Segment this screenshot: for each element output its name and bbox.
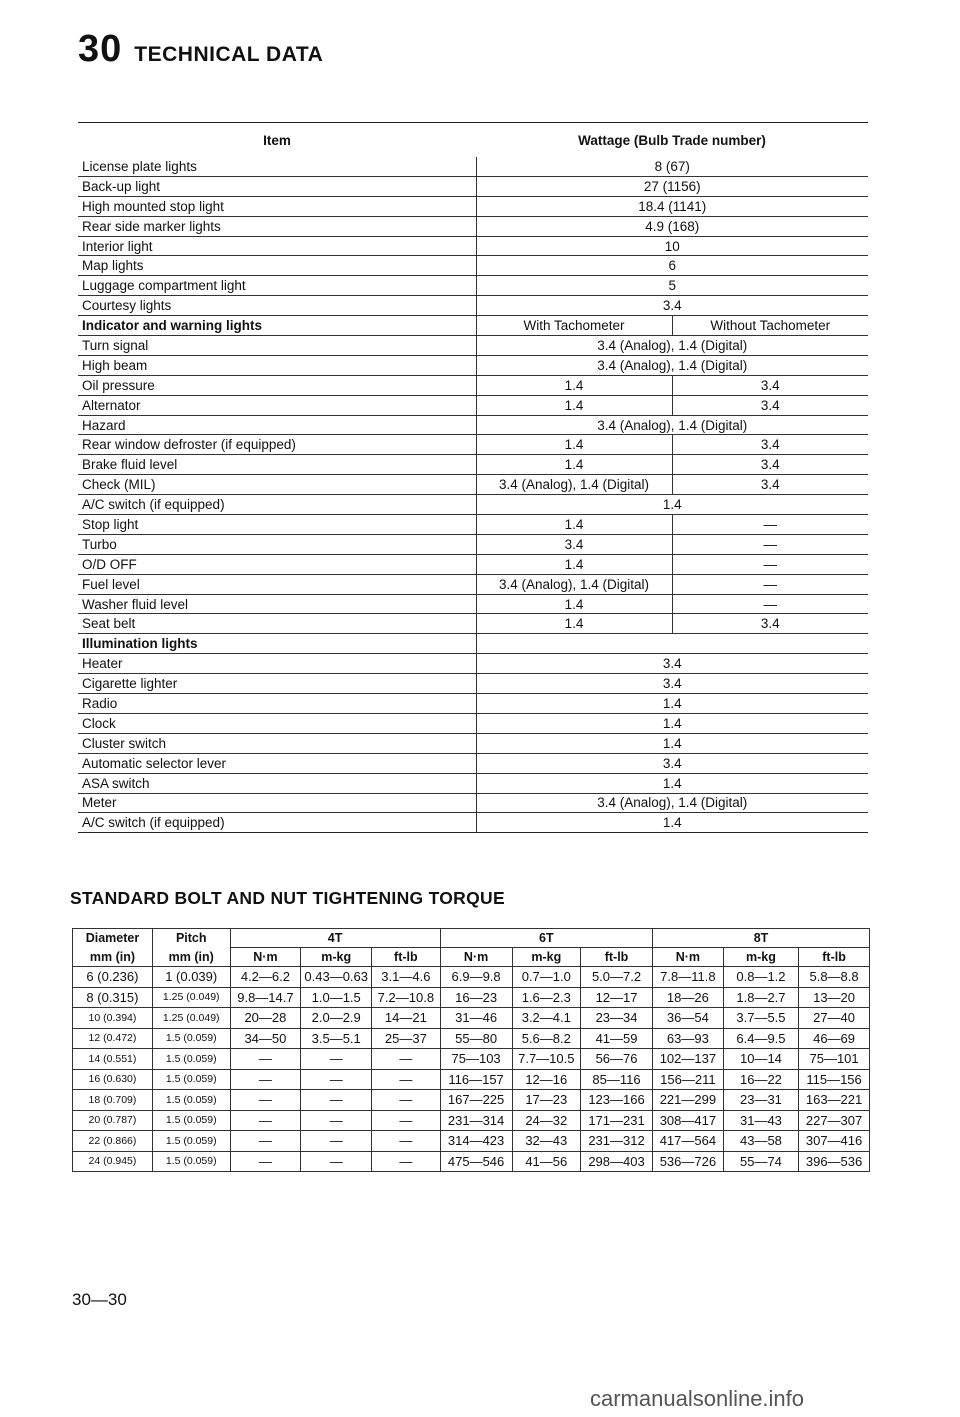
bulb-row: [78, 395, 868, 415]
wattage-value: 3.4: [476, 296, 868, 316]
bulb-row: [78, 793, 868, 813]
bulb-item-label: Courtesy lights: [78, 296, 476, 316]
torque-value-cell: 27—40: [799, 1008, 870, 1029]
without-tachometer-value: 3.4: [672, 395, 868, 415]
bulb-item-label: Hazard: [78, 415, 476, 435]
bulb-row: [78, 216, 868, 236]
torque-value-cell: 75—101: [799, 1049, 870, 1070]
bulb-row: [78, 236, 868, 256]
bulb-row: [78, 355, 868, 375]
pitch-header: Pitch: [152, 929, 230, 948]
torque-value-cell: —: [372, 1151, 441, 1172]
bulb-row: [78, 515, 868, 535]
bulb-row: [78, 276, 868, 296]
bulb-row: [78, 594, 868, 614]
torque-row: [73, 1049, 870, 1070]
with-tachometer-value: 1.4: [476, 594, 672, 614]
torque-value-cell: 12—16: [512, 1069, 581, 1090]
torque-value-cell: —: [230, 1069, 301, 1090]
pitch-cell: 1.25 (0.049): [152, 1008, 230, 1029]
unit-header: N·m: [230, 948, 301, 967]
torque-value-cell: —: [230, 1110, 301, 1131]
torque-value-cell: 17—23: [512, 1090, 581, 1111]
torque-value-cell: 123—166: [581, 1090, 653, 1111]
unit-header: m-kg: [512, 948, 581, 967]
torque-value-cell: —: [301, 1110, 372, 1131]
bulb-row: [78, 694, 868, 714]
without-tachometer-value: 3.4: [672, 455, 868, 475]
without-tachometer-value: —: [672, 515, 868, 535]
wattage-value: 10: [476, 236, 868, 256]
wattage-value: 18.4 (1141): [476, 196, 868, 216]
torque-header-row-1: [73, 929, 870, 948]
torque-row: [73, 987, 870, 1008]
wattage-value: 3.4 (Analog), 1.4 (Digital): [476, 355, 868, 375]
diameter-cell: 24 (0.945): [73, 1151, 153, 1172]
torque-value-cell: 14—21: [372, 1008, 441, 1029]
bulb-row: [78, 713, 868, 733]
torque-value-cell: —: [372, 1049, 441, 1070]
torque-value-cell: 24—32: [512, 1110, 581, 1131]
torque-value-cell: 475—546: [440, 1151, 512, 1172]
torque-value-cell: —: [230, 1131, 301, 1152]
torque-value-cell: 7.7—10.5: [512, 1049, 581, 1070]
unit-header: m-kg: [301, 948, 372, 967]
torque-value-cell: —: [230, 1151, 301, 1172]
with-tachometer-value: 3.4 (Analog), 1.4 (Digital): [476, 574, 672, 594]
torque-value-cell: 9.8—14.7: [230, 987, 301, 1008]
pitch-cell: 1.5 (0.059): [152, 1151, 230, 1172]
torque-value-cell: 231—314: [440, 1110, 512, 1131]
torque-value-cell: 1.8—2.7: [723, 987, 798, 1008]
torque-value-cell: 55—80: [440, 1028, 512, 1049]
pitch-cell: 1.5 (0.059): [152, 1028, 230, 1049]
bulb-row: [78, 674, 868, 694]
with-tachometer-value: 1.4: [476, 435, 672, 455]
torque-value-cell: 3.5—5.1: [301, 1028, 372, 1049]
bulb-item-label: Cluster switch: [78, 733, 476, 753]
with-tachometer-value: 1.4: [476, 395, 672, 415]
section-number: 30: [78, 28, 123, 70]
torque-value-cell: 46—69: [799, 1028, 870, 1049]
with-tachometer-value: 3.4: [476, 534, 672, 554]
unit-header: ft-lb: [799, 948, 870, 967]
bulb-row: [78, 654, 868, 674]
torque-value-cell: 2.0—2.9: [301, 1008, 372, 1029]
bulb-row: [78, 495, 868, 515]
torque-value-cell: 5.8—8.8: [799, 967, 870, 988]
wattage-value: 4.9 (168): [476, 216, 868, 236]
pitch-cell: 1.5 (0.059): [152, 1131, 230, 1152]
bulb-item-label: Check (MIL): [78, 475, 476, 495]
torque-value-cell: 3.7—5.5: [723, 1008, 798, 1029]
pitch-cell: 1.5 (0.059): [152, 1049, 230, 1070]
grade-8t-header: 8T: [653, 929, 870, 948]
page-number: 30—30: [72, 1290, 127, 1309]
torque-value-cell: 20—28: [230, 1008, 301, 1029]
bulb-item-label: Luggage compartment light: [78, 276, 476, 296]
bulb-item-label: Rear window defroster (if equipped): [78, 435, 476, 455]
bulb-row: [78, 614, 868, 634]
torque-value-cell: 56—76: [581, 1049, 653, 1070]
diameter-cell: 22 (0.866): [73, 1131, 153, 1152]
diameter-cell: 8 (0.315): [73, 987, 153, 1008]
diameter-unit-header: mm (in): [73, 948, 153, 967]
bulb-item-label: Heater: [78, 654, 476, 674]
torque-value-cell: 115—156: [799, 1069, 870, 1090]
wattage-value: 1.4: [476, 733, 868, 753]
torque-value-cell: 227—307: [799, 1110, 870, 1131]
grade-6t-header: 6T: [440, 929, 652, 948]
torque-value-cell: 25—37: [372, 1028, 441, 1049]
bulb-item-label: Indicator and warning lights: [78, 316, 476, 336]
torque-value-cell: 536—726: [653, 1151, 724, 1172]
unit-header: ft-lb: [581, 948, 653, 967]
without-tachometer-value: —: [672, 574, 868, 594]
page-title: TECHNICAL DATA: [134, 43, 324, 66]
torque-value-cell: 0.8—1.2: [723, 967, 798, 988]
bulb-item-label: Turn signal: [78, 336, 476, 356]
torque-value-cell: 5.6—8.2: [512, 1028, 581, 1049]
with-tachometer-value: 1.4: [476, 455, 672, 475]
torque-value-cell: 3.2—4.1: [512, 1008, 581, 1029]
diameter-cell: 12 (0.472): [73, 1028, 153, 1049]
bulb-item-label: Cigarette lighter: [78, 674, 476, 694]
without-tachometer-value: 3.4: [672, 375, 868, 395]
torque-value-cell: —: [301, 1131, 372, 1152]
wattage-value: 1.4: [476, 813, 868, 833]
with-tachometer-value: 1.4: [476, 554, 672, 574]
bulb-row: [78, 534, 868, 554]
with-tachometer-value: 1.4: [476, 614, 672, 634]
torque-value-cell: 1.6—2.3: [512, 987, 581, 1008]
torque-value-cell: 13—20: [799, 987, 870, 1008]
bulb-item-label: High beam: [78, 355, 476, 375]
torque-row: [73, 1069, 870, 1090]
wattage-value: 3.4: [476, 753, 868, 773]
torque-value-cell: 7.8—11.8: [653, 967, 724, 988]
bulb-row: [78, 634, 868, 654]
torque-value-cell: 32—43: [512, 1131, 581, 1152]
bulb-item-label: Seat belt: [78, 614, 476, 634]
bulb-item-label: Back-up light: [78, 176, 476, 196]
pitch-cell: 1.5 (0.059): [152, 1069, 230, 1090]
wattage-value: 3.4: [476, 654, 868, 674]
pitch-cell: 1.5 (0.059): [152, 1090, 230, 1111]
bulb-item-label: Map lights: [78, 256, 476, 276]
unit-header: N·m: [440, 948, 512, 967]
torque-value-cell: —: [372, 1090, 441, 1111]
wattage-value: 6: [476, 256, 868, 276]
torque-value-cell: 0.43—0.63: [301, 967, 372, 988]
torque-value-cell: —: [301, 1049, 372, 1070]
bulb-row: [78, 176, 868, 196]
torque-value-cell: —: [301, 1090, 372, 1111]
diameter-header: Diameter: [73, 929, 153, 948]
grade-4t-header: 4T: [230, 929, 440, 948]
torque-value-cell: 43—58: [723, 1131, 798, 1152]
torque-value-cell: —: [372, 1110, 441, 1131]
bulb-row: [78, 773, 868, 793]
diameter-cell: 6 (0.236): [73, 967, 153, 988]
wattage-value: 8 (67): [476, 157, 868, 176]
with-tachometer-value: With Tachometer: [476, 316, 672, 336]
bulb-item-label: A/C switch (if equipped): [78, 495, 476, 515]
wattage-value: 3.4: [476, 674, 868, 694]
bulb-item-label: High mounted stop light: [78, 196, 476, 216]
torque-value-cell: 156—211: [653, 1069, 724, 1090]
wattage-value: 1.4: [476, 694, 868, 714]
bulb-item-label: Washer fluid level: [78, 594, 476, 614]
torque-table: [72, 928, 870, 1172]
torque-value-cell: 102—137: [653, 1049, 724, 1070]
torque-value-cell: —: [301, 1069, 372, 1090]
wattage-value: 3.4 (Analog), 1.4 (Digital): [476, 336, 868, 356]
torque-value-cell: 0.7—1.0: [512, 967, 581, 988]
pitch-cell: 1.5 (0.059): [152, 1110, 230, 1131]
torque-value-cell: 6.4—9.5: [723, 1028, 798, 1049]
torque-value-cell: —: [372, 1131, 441, 1152]
diameter-cell: 16 (0.630): [73, 1069, 153, 1090]
bulb-item-label: Alternator: [78, 395, 476, 415]
torque-row: [73, 967, 870, 988]
torque-value-cell: 4.2—6.2: [230, 967, 301, 988]
bulb-item-label: Meter: [78, 793, 476, 813]
unit-header: m-kg: [723, 948, 798, 967]
bulb-item-label: Interior light: [78, 236, 476, 256]
torque-value-cell: 23—34: [581, 1008, 653, 1029]
bulb-row: [78, 296, 868, 316]
bulb-row: [78, 574, 868, 594]
bulb-row: [78, 196, 868, 216]
torque-value-cell: 41—56: [512, 1151, 581, 1172]
torque-value-cell: 34—50: [230, 1028, 301, 1049]
bulb-item-label: Radio: [78, 694, 476, 714]
unit-header: N·m: [653, 948, 724, 967]
torque-value-cell: 23—31: [723, 1090, 798, 1111]
without-tachometer-value: —: [672, 534, 868, 554]
pitch-cell: 1 (0.039): [152, 967, 230, 988]
torque-value-cell: 16—22: [723, 1069, 798, 1090]
torque-value-cell: 36—54: [653, 1008, 724, 1029]
pitch-cell: 1.25 (0.049): [152, 987, 230, 1008]
torque-value-cell: 3.1—4.6: [372, 967, 441, 988]
bulb-row: [78, 813, 868, 833]
torque-row: [73, 1131, 870, 1152]
torque-value-cell: 18—26: [653, 987, 724, 1008]
torque-value-cell: —: [230, 1049, 301, 1070]
wattage-value: 1.4: [476, 495, 868, 515]
bulb-wattage-table: [78, 122, 868, 833]
torque-row: [73, 1090, 870, 1111]
torque-value-cell: —: [230, 1090, 301, 1111]
torque-value-cell: 163—221: [799, 1090, 870, 1111]
bulb-item-label: Turbo: [78, 534, 476, 554]
torque-value-cell: 7.2—10.8: [372, 987, 441, 1008]
bulb-row: [78, 157, 868, 176]
without-tachometer-value: 3.4: [672, 475, 868, 495]
item-column-header: Item: [78, 123, 476, 158]
bulb-item-label: Rear side marker lights: [78, 216, 476, 236]
torque-row: [73, 1028, 870, 1049]
torque-value-cell: 308—417: [653, 1110, 724, 1131]
without-tachometer-value: 3.4: [672, 614, 868, 634]
torque-value-cell: 171—231: [581, 1110, 653, 1131]
bulb-row: [78, 554, 868, 574]
without-tachometer-value: —: [672, 554, 868, 574]
bulb-row: [78, 475, 868, 495]
torque-row: [73, 1008, 870, 1029]
torque-section-title: STANDARD BOLT AND NUT TIGHTENING TORQUE: [70, 888, 505, 908]
wattage-value: 5: [476, 276, 868, 296]
bulb-row: [78, 375, 868, 395]
torque-header-row-2: [73, 948, 870, 967]
wattage-value: 1.4: [476, 773, 868, 793]
diameter-cell: 10 (0.394): [73, 1008, 153, 1029]
bulb-item-label: Automatic selector lever: [78, 753, 476, 773]
bulb-item-label: Oil pressure: [78, 375, 476, 395]
wattage-value: 3.4 (Analog), 1.4 (Digital): [476, 793, 868, 813]
torque-value-cell: —: [301, 1151, 372, 1172]
bulb-row: [78, 455, 868, 475]
torque-value-cell: 31—43: [723, 1110, 798, 1131]
watermark: carmanualsonline.info: [590, 1386, 805, 1411]
bulb-item-label: A/C switch (if equipped): [78, 813, 476, 833]
bulb-row: [78, 256, 868, 276]
torque-value-cell: 396—536: [799, 1151, 870, 1172]
diameter-cell: 14 (0.551): [73, 1049, 153, 1070]
torque-value-cell: —: [372, 1069, 441, 1090]
bulb-row: [78, 336, 868, 356]
bulb-row: [78, 316, 868, 336]
torque-value-cell: 41—59: [581, 1028, 653, 1049]
torque-value-cell: 55—74: [723, 1151, 798, 1172]
torque-value-cell: 298—403: [581, 1151, 653, 1172]
diameter-cell: 20 (0.787): [73, 1110, 153, 1131]
bulb-item-label: Illumination lights: [78, 634, 476, 654]
page-header: [78, 28, 323, 68]
without-tachometer-value: —: [672, 594, 868, 614]
torque-value-cell: 12—17: [581, 987, 653, 1008]
bulb-table-header: [78, 123, 868, 158]
torque-value-cell: 221—299: [653, 1090, 724, 1111]
unit-header: ft-lb: [372, 948, 441, 967]
bulb-row: [78, 415, 868, 435]
torque-value-cell: 314—423: [440, 1131, 512, 1152]
bulb-row: [78, 733, 868, 753]
without-tachometer-value: 3.4: [672, 435, 868, 455]
torque-value-cell: 16—23: [440, 987, 512, 1008]
torque-value-cell: 10—14: [723, 1049, 798, 1070]
with-tachometer-value: 3.4 (Analog), 1.4 (Digital): [476, 475, 672, 495]
torque-value-cell: 1.0—1.5: [301, 987, 372, 1008]
bulb-row: [78, 753, 868, 773]
torque-value-cell: 167—225: [440, 1090, 512, 1111]
torque-value-cell: 31—46: [440, 1008, 512, 1029]
wattage-value: [476, 634, 868, 654]
bulb-item-label: License plate lights: [78, 157, 476, 176]
torque-value-cell: 63—93: [653, 1028, 724, 1049]
wattage-value: 1.4: [476, 713, 868, 733]
wattage-value: 3.4 (Analog), 1.4 (Digital): [476, 415, 868, 435]
torque-value-cell: 116—157: [440, 1069, 512, 1090]
bulb-item-label: Stop light: [78, 515, 476, 535]
without-tachometer-value: Without Tachometer: [672, 316, 868, 336]
torque-value-cell: 231—312: [581, 1131, 653, 1152]
bulb-item-label: Clock: [78, 713, 476, 733]
torque-row: [73, 1151, 870, 1172]
torque-value-cell: 75—103: [440, 1049, 512, 1070]
torque-value-cell: 6.9—9.8: [440, 967, 512, 988]
torque-value-cell: 307—416: [799, 1131, 870, 1152]
torque-value-cell: 5.0—7.2: [581, 967, 653, 988]
bulb-item-label: ASA switch: [78, 773, 476, 793]
wattage-column-header: Wattage (Bulb Trade number): [476, 123, 868, 158]
torque-value-cell: 85—116: [581, 1069, 653, 1090]
diameter-cell: 18 (0.709): [73, 1090, 153, 1111]
pitch-unit-header: mm (in): [152, 948, 230, 967]
bulb-item-label: Fuel level: [78, 574, 476, 594]
torque-row: [73, 1110, 870, 1131]
bulb-item-label: O/D OFF: [78, 554, 476, 574]
with-tachometer-value: 1.4: [476, 375, 672, 395]
wattage-value: 27 (1156): [476, 176, 868, 196]
bulb-item-label: Brake fluid level: [78, 455, 476, 475]
with-tachometer-value: 1.4: [476, 515, 672, 535]
bulb-row: [78, 435, 868, 455]
torque-value-cell: 417—564: [653, 1131, 724, 1152]
